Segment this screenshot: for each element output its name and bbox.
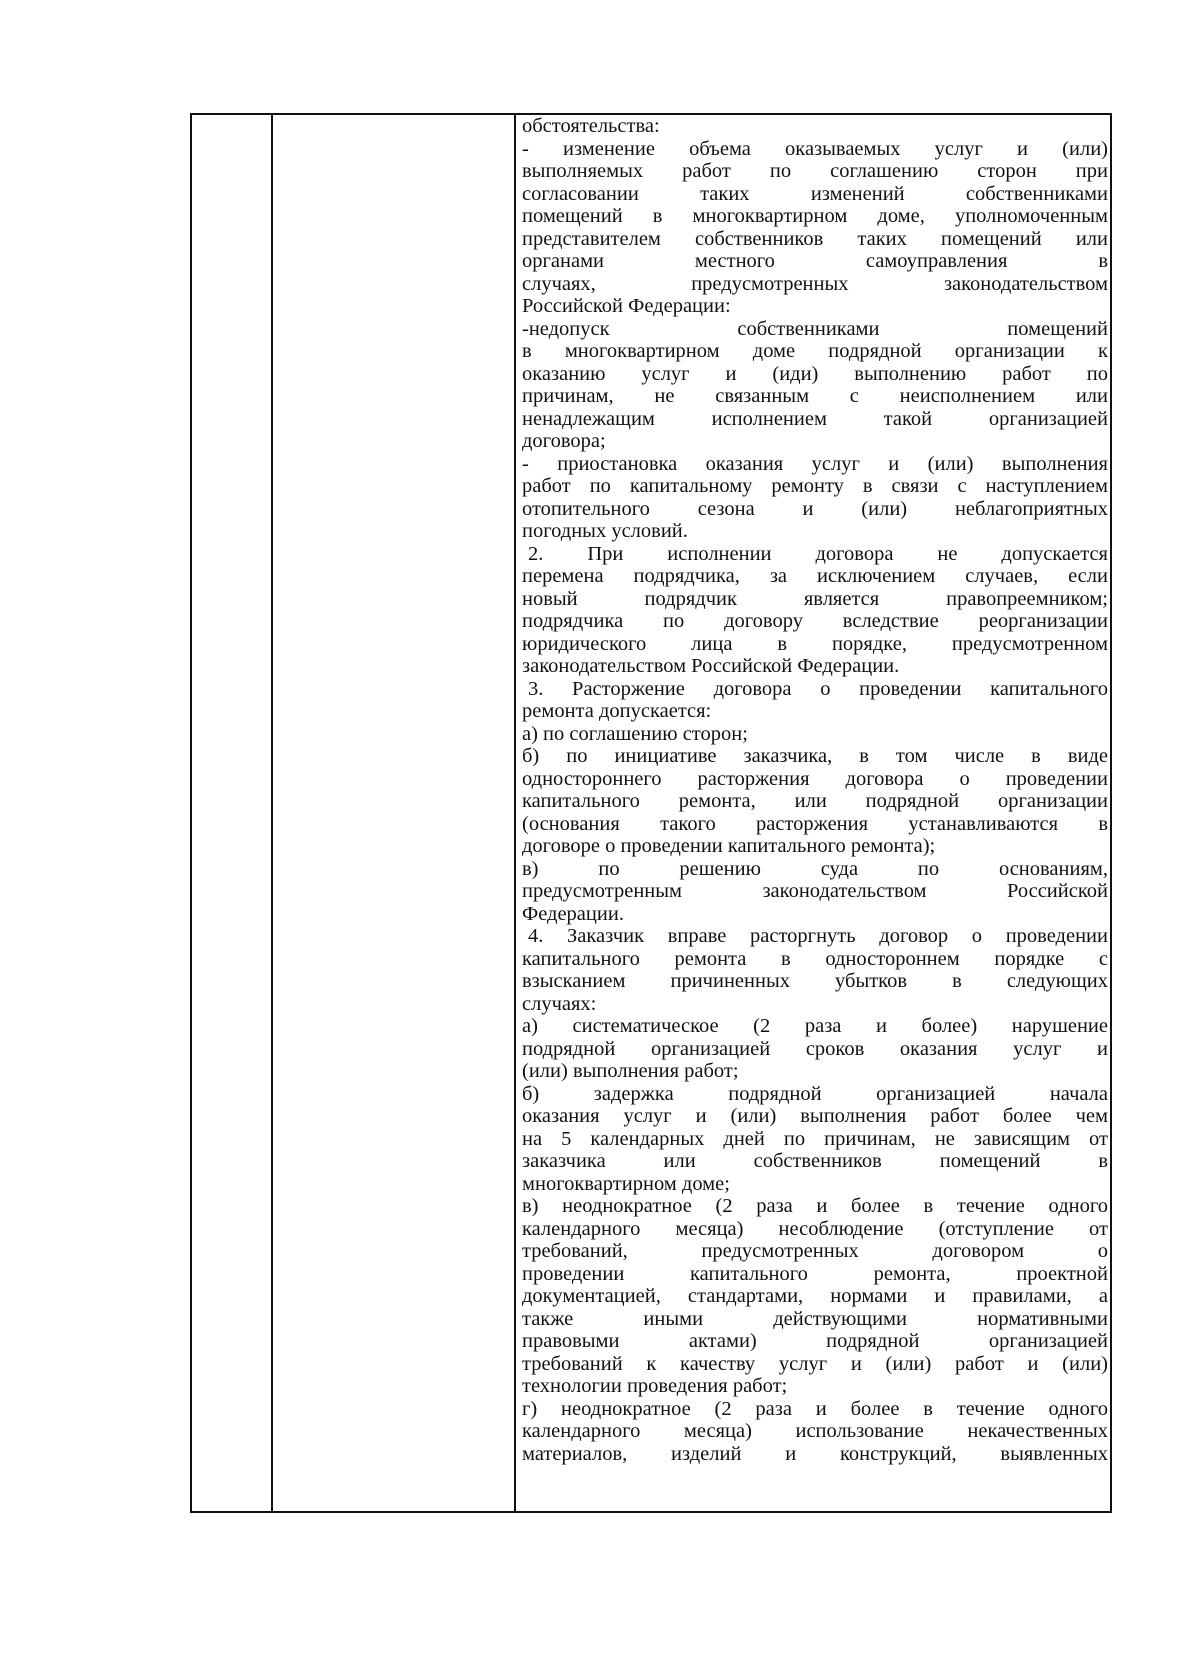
text-line: причинам, не связанным с неисполнением или xyxy=(522,385,1108,407)
text-line: в) по решению суда по основаниям, xyxy=(522,857,1108,880)
text-line: случаях: xyxy=(522,992,597,1015)
text-line: подрядчика по договору вследствие реорганизации xyxy=(522,610,1108,632)
text-line: юридического лица в порядке, предусмотренном xyxy=(522,632,1108,655)
text-line: Федерации. xyxy=(522,902,624,925)
text-line: договора; xyxy=(522,430,606,452)
column-divider-1 xyxy=(271,115,273,1511)
text-line: в многоквартирном доме подрядной организации к xyxy=(522,340,1108,362)
text-line: б) по инициативе заказчика, в том числе в виде xyxy=(522,745,1108,767)
text-cell xyxy=(522,115,1108,1511)
text-line: -недопуск собственниками помещений xyxy=(522,317,1108,340)
text-line: выполняемых работ по соглашению сторон при xyxy=(522,160,1108,182)
text-line: обстоятельства: xyxy=(522,115,660,137)
text-line: ремонта допускается: xyxy=(522,700,712,722)
text-line: в) неоднократное (2 раза и более в течение одного xyxy=(522,1195,1108,1217)
text-line: а) по соглашению сторон; xyxy=(522,722,748,745)
text-line: оказанию услуг и (иди) выполнению работ по xyxy=(522,362,1108,385)
text-line: проведении капитального ремонта, проектной xyxy=(522,1262,1108,1285)
text-line: случаях, предусмотренных законодательством xyxy=(522,272,1108,295)
text-line: а) систематическое (2 раза и более) нарушение xyxy=(522,1015,1108,1037)
text-line: работ по капитальному ремонту в связи с наступлением xyxy=(522,475,1108,497)
text-line: подрядной организацией сроков оказания услуг и xyxy=(522,1037,1108,1060)
text-line: г) неоднократное (2 раза и более в течение одного xyxy=(522,1397,1108,1420)
text-line: Российской Федерации: xyxy=(522,295,731,317)
text-line: одностороннего расторжения договора о проведении xyxy=(522,767,1108,790)
text-line: календарного месяца) использование некачественных xyxy=(522,1420,1108,1442)
text-line: капитального ремонта в одностороннем порядке с xyxy=(522,947,1108,970)
text-line: - изменение объема оказываемых услуг и (или) xyxy=(522,137,1108,160)
text-line: (или) выполнения работ; xyxy=(522,1060,739,1082)
text-line: многоквартирном доме; xyxy=(522,1172,730,1195)
text-line: б) задержка подрядной организацией начала xyxy=(522,1082,1108,1105)
column-divider-2 xyxy=(514,115,516,1511)
text-line: документацией, стандартами, нормами и правилами, а xyxy=(522,1285,1108,1307)
text-line: помещений в многоквартирном доме, уполномоченным xyxy=(522,205,1108,227)
text-line: согласовании таких изменений собственниками xyxy=(522,182,1108,205)
table xyxy=(190,113,1112,1513)
text-line: также иными действующими нормативными xyxy=(522,1307,1108,1330)
text-line: 4. Заказчик вправе расторгнуть договор о проведении xyxy=(528,925,1108,947)
text-line: - приостановка оказания услуг и (или) выполнения xyxy=(522,452,1108,475)
text-line: материалов, изделий и конструкций, выявленных xyxy=(522,1442,1108,1465)
text-line: (основания такого расторжения устанавливаются в xyxy=(522,812,1108,835)
text-line: отопительного сезона и (или) неблагоприятных xyxy=(522,497,1108,520)
text-line: взысканием причиненных убытков в следующих xyxy=(522,970,1108,992)
text-line: требований к качеству услуг и (или) работ и (или) xyxy=(522,1352,1108,1375)
text-line: ненадлежащим исполнением такой организацией xyxy=(522,407,1108,430)
text-line: технологии проведения работ; xyxy=(522,1375,788,1397)
text-line: календарного месяца) несоблюдение (отступление от xyxy=(522,1217,1108,1240)
text-line: оказания услуг и (или) выполнения работ более чем xyxy=(522,1105,1108,1127)
text-line: перемена подрядчика, за исключением случаев, если xyxy=(522,565,1108,587)
text-line: законодательством Российской Федерации. xyxy=(522,655,900,677)
text-line: 3. Расторжение договора о проведении капитального xyxy=(528,677,1108,700)
text-line: правовыми актами) подрядной организацией xyxy=(522,1330,1108,1352)
text-line: требований, предусмотренных договором о xyxy=(522,1240,1108,1262)
text-line: на 5 календарных дней по причинам, не зависящим от xyxy=(522,1127,1108,1150)
text-line: 2. При исполнении договора не допускается xyxy=(528,542,1108,565)
text-line: капитального ремонта, или подрядной организации xyxy=(522,790,1108,812)
text-line: погодных условий. xyxy=(522,520,688,542)
text-line: заказчика или собственников помещений в xyxy=(522,1150,1108,1172)
text-line: представителем собственников таких помещений или xyxy=(522,227,1108,250)
text-line: договоре о проведении капитального ремонта); xyxy=(522,835,936,857)
text-line: предусмотренным законодательством Российской xyxy=(522,880,1108,902)
text-line: органами местного самоуправления в xyxy=(522,250,1108,272)
text-line: новый подрядчик является правопреемником; xyxy=(522,587,1108,610)
